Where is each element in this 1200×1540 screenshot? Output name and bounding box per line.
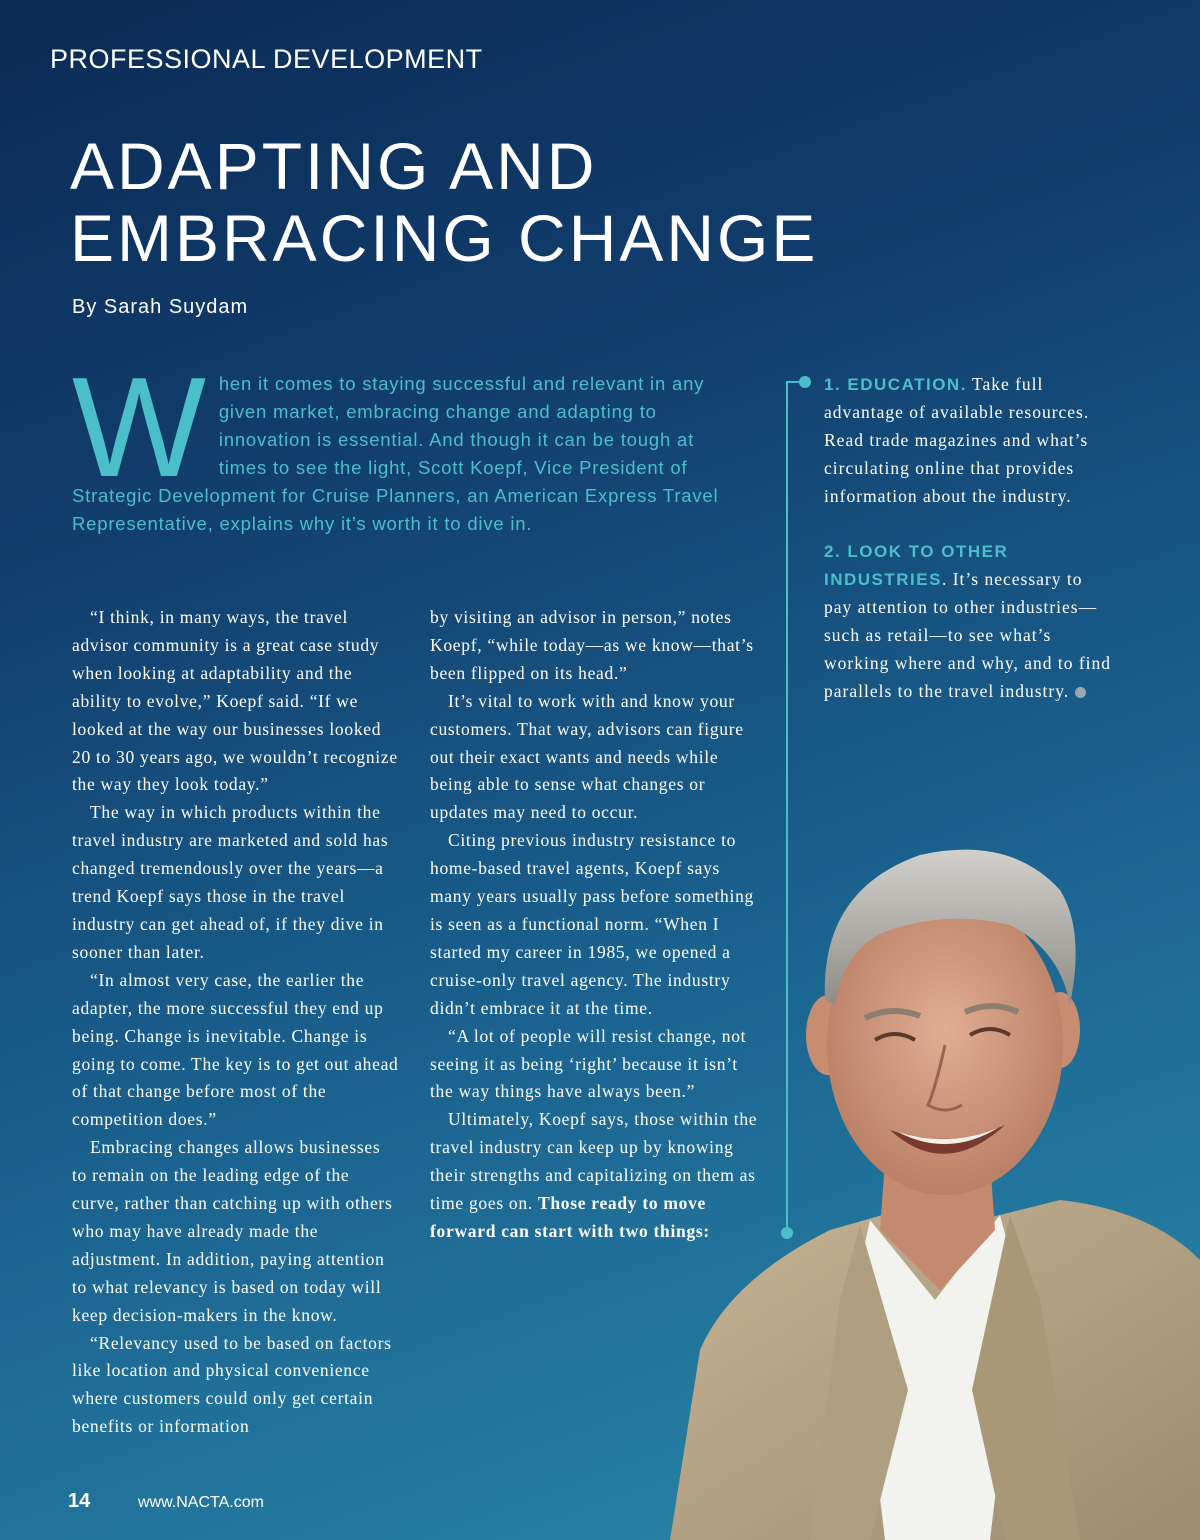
- article-title: [70, 130, 818, 274]
- title-line-1: ADAPTING AND: [70, 129, 598, 203]
- body-paragraph: Embracing changes allows businesses to remain on the leading edge of the curve, rather than catching up with others who may have already made the adjustment. In addition, paying attention to what relevancy is based on today will keep decision-makers in the know.: [72, 1137, 393, 1325]
- portrait-photo: [660, 830, 1200, 1540]
- intro-text: hen it comes to staying successful and relevant in any given market, embracing change and adapting to innovation is essential. And though it can be tough at times to see the light, Scott Koepf, Vice President of Strategic Development for Cruise Planners, an American Express Travel Representative, explains why it’s worth it to dive in.: [72, 373, 719, 534]
- body-paragraph: The way in which products within the travel industry are marketed and sold has changed tremendously over the years—a trend Koepf says those in the travel industry can get ahead of, if they dive in sooner than later.: [72, 802, 389, 962]
- page-number: 14: [68, 1490, 91, 1512]
- body-paragraph-continued: by visiting an advisor in person,” notes Koepf, “while today—as we know—that’s been flipped on its head.”: [430, 607, 754, 683]
- intro-paragraph: [72, 348, 722, 538]
- sidebar-tip-text: It’s necessary to pay attention to other industries—such as retail—to see what’s working where and why, and to find parallels to the travel industry.: [824, 568, 1112, 701]
- body-paragraph: It’s vital to work with and know your customers. That way, advisors can figure out their exact wants and needs while being able to sense what changes or updates may need to occur.: [430, 690, 744, 823]
- title-line-2: EMBRACING CHANGE: [70, 201, 819, 275]
- body-paragraph: “A lot of people will resist change, not seeing it as being ‘right’ because it isn’t the way things have always been.”: [430, 1025, 747, 1102]
- body-paragraph: Citing previous industry resistance to home-based travel agents, Koepf says many years usually pass before something is seen as a functional norm. “When I started my career in 1985, we opened a cruise-only travel agency. The industry didn’t embrace it at the time.: [430, 830, 754, 1018]
- sidebar-tip-heading-punct: .: [941, 568, 948, 589]
- body-paragraph: “In almost very case, the earlier the adapter, the more successful they end up being. Change is inevitable. Change is going to come. The key is to get out ahead of that change before most of the competition does.”: [72, 969, 399, 1130]
- sidebar-tip-other-industries: [824, 538, 1114, 705]
- body-paragraph: “Relevancy used to be based on factors like location and physical convenience where customers could only get certain benefits or information: [72, 1332, 392, 1437]
- end-mark-icon: [1075, 687, 1086, 698]
- byline: By Sarah Suydam: [72, 296, 249, 318]
- drop-cap: W: [72, 348, 207, 507]
- section-label: PROFESSIONAL DEVELOPMENT: [50, 44, 483, 74]
- closing-bold-text: Those ready to move forward can start with two things:: [430, 1193, 710, 1241]
- body-paragraph: “I think, in many ways, the travel advisor community is a great case study when looking at adaptability and the ability to evolve,” Koepf said. “If we looked at the way our businesses looked 20 to 30 years ago, we wouldn’t recognize the way they look today.”: [72, 607, 398, 795]
- body-column-1: [72, 604, 400, 1441]
- sidebar-tip-heading: 1. EDUCATION.: [824, 375, 967, 394]
- sidebar-connector-tick: [786, 381, 800, 383]
- website-link[interactable]: www.NACTA.com: [138, 1494, 264, 1511]
- sidebar-tip-heading: 2. LOOK TO OTHER INDUSTRIES: [824, 542, 1009, 589]
- connector-dot-top: [799, 376, 811, 388]
- closing-text: Ultimately, Koepf says, those within the travel industry can keep up by knowing their strengths and capitalizing on them as time goes on.: [430, 1109, 758, 1214]
- sidebar-tip-text: Take full advantage of available resources. Read trade magazines and what’s circulating online that provides information about the industry.: [824, 374, 1090, 506]
- sidebar-tip-education: [824, 371, 1114, 511]
